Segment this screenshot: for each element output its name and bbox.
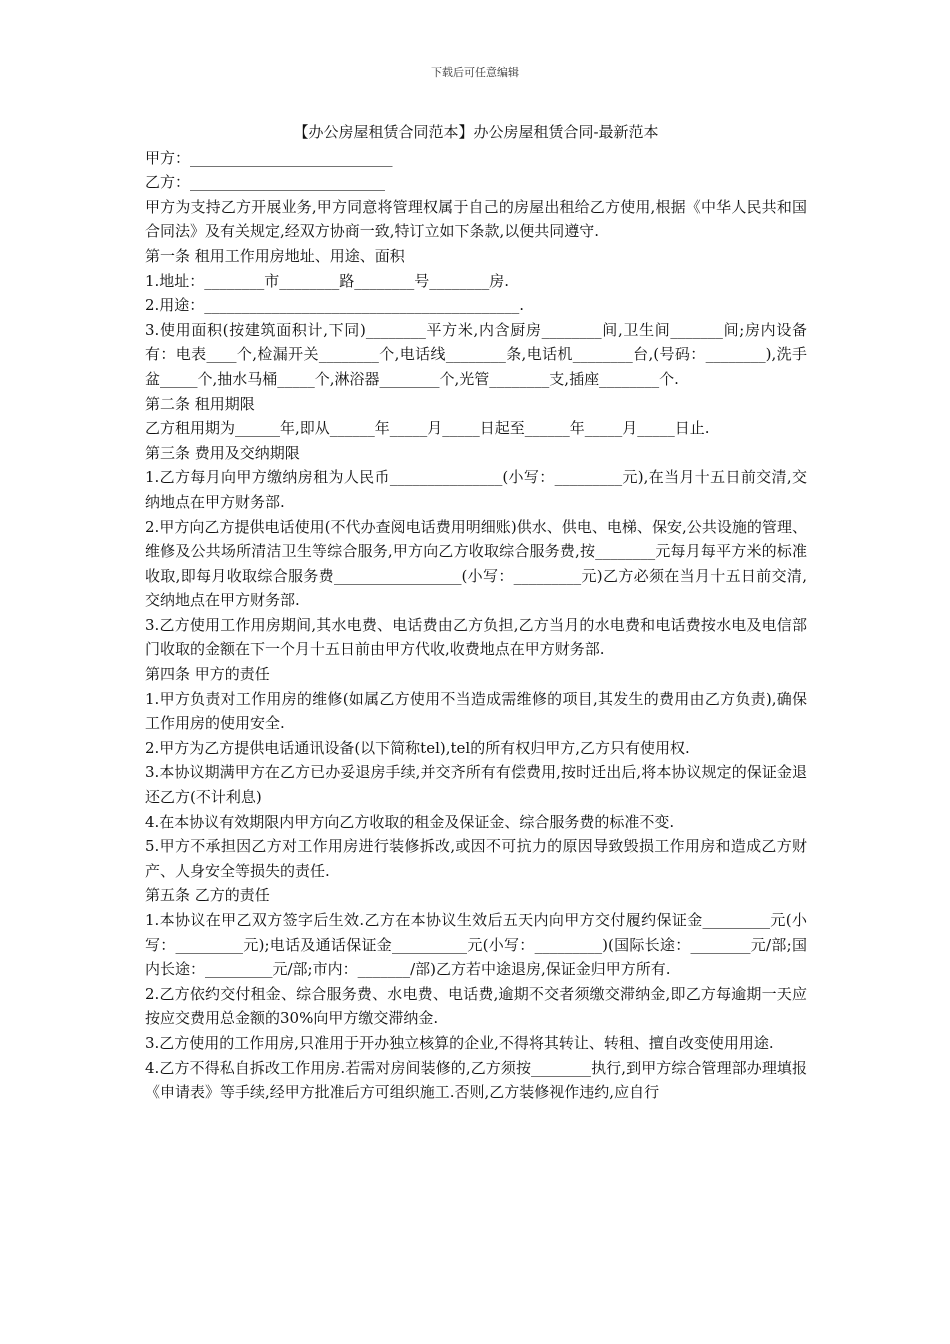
article-1-heading: 第一条 租用工作用房地址、用途、面积 (145, 246, 405, 265)
article-2-heading: 第二条 租用期限 (145, 394, 255, 413)
party-a-line: 甲方：___________________________ (145, 148, 393, 167)
preamble-paragraph: 甲方为支持乙方开展业务,甲方同意将管理权属于自己的房屋出租给乙方使用,根据《中华人民共和国合同法》及有关规定,经双方协商一致,特订立如下条款,以便共同遵守. (145, 197, 807, 241)
party-b-line: 乙方：__________________________ (145, 173, 386, 192)
article-3-clause-3: 3.乙方使用工作用房期间,其水电费、电话费由乙方负担,乙方当月的水电费和电话费按水电及电信部门收取的金额在下一个月十五日前由甲方代收,收费地点在甲方财务部. (145, 615, 807, 659)
article-2-clause: 乙方租用期为______年,即从______年_____月_____日起至______年_____月_____日止. (145, 419, 710, 438)
article-4-heading: 第四条 甲方的责任 (145, 665, 270, 684)
article-3-clause-2: 2.甲方向乙方提供电话使用(不代办查阅电话费用明细账)供水、供电、电梯、保安,公共设施的管理、维修及公共场所清洁卫生等综合服务,甲方向乙方收取综合服务费,按________元每月每平方米的标准收取,即每月收取综合服务费_________________(小写：_________元)乙方必须在当月十五日前交清,交纳地点在甲方财务部. (145, 517, 807, 610)
article-1-clause-3: 3.使用面积(按建筑面积计,下同)________平方米,内含厨房________间,卫生间_______间;房内设备有：电表____个,检漏开关________个,电话线________条,电话机________台,(号码：________),洗手盆_____个,抽水马桶_____个,淋浴器________个,光管________支,插座________个. (145, 320, 807, 388)
document-title: 【办公房屋租赁合同范本】办公房屋租赁合同-最新范本 (293, 123, 659, 141)
article-5-clause-3: 3.乙方使用的工作用房,只准用于开办独立核算的企业,不得将其转让、转租、擅自改变使用用途. (145, 1033, 774, 1052)
article-1-clause-2: 2.用途：__________________________________________. (145, 296, 525, 315)
article-4-clause-3: 3.本协议期满甲方在乙方已办妥退房手续,并交齐所有有偿费用,按时迁出后,将本协议规定的保证金退还乙方(不计利息) (145, 763, 807, 807)
page-header-note: 下载后可任意编辑 (431, 66, 519, 79)
article-5-clause-1: 1.本协议在甲乙双方签字后生效.乙方在本协议生效后五天内向甲方交付履约保证金_________元(小写：_________元);电话及通话保证金__________元(小写：_________)(国际长途：________元/部;国内长途：_________元/部;市内：_______/部)乙方若中途退房,保证金归甲方所有. (145, 911, 807, 979)
article-3-clause-1: 1.乙方每月向甲方缴纳房租为人民币_______________(小写：_________元),在当月十五日前交清,交纳地点在甲方财务部. (145, 468, 807, 511)
article-5-heading: 第五条 乙方的责任 (145, 886, 270, 905)
contract-document (145, 120, 807, 1105)
article-4-clause-4: 4.在本协议有效期限内甲方向乙方收取的租金及保证金、综合服务费的标准不变. (145, 812, 675, 831)
article-4-clause-5: 5.甲方不承担因乙方对工作用房进行装修拆改,或因不可抗力的原因导致毁损工作用房和造成乙方财产、人身安全等损失的责任. (145, 837, 807, 880)
document-body (145, 146, 807, 1105)
article-4-clause-2: 2.甲方为乙方提供电话通讯设备(以下简称tel),tel的所有权归甲方,乙方只有使用权. (145, 738, 690, 757)
article-3-heading: 第三条 费用及交纳期限 (145, 443, 300, 462)
article-4-clause-1: 1.甲方负责对工作用房的维修(如属乙方使用不当造成需维修的项目,其发生的费用由乙方负责),确保工作用房的使用安全. (145, 689, 807, 733)
article-5-clause-4: 4.乙方不得私自拆改工作用房.若需对房间装修的,乙方须按________执行,到甲方综合管理部办理填报《申请表》等手续,经甲方批准后方可组织施工.否则,乙方装修视作违约,应自行 (145, 1058, 807, 1102)
article-1-clause-1: 1.地址：________市________路________号________房. (145, 271, 510, 290)
article-5-clause-2: 2.乙方依约交付租金、综合服务费、水电费、电话费,逾期不交者须缴交滞纳金,即乙方每逾期一天应按应交费用总金额的30%向甲方缴交滞纳金. (145, 984, 807, 1028)
